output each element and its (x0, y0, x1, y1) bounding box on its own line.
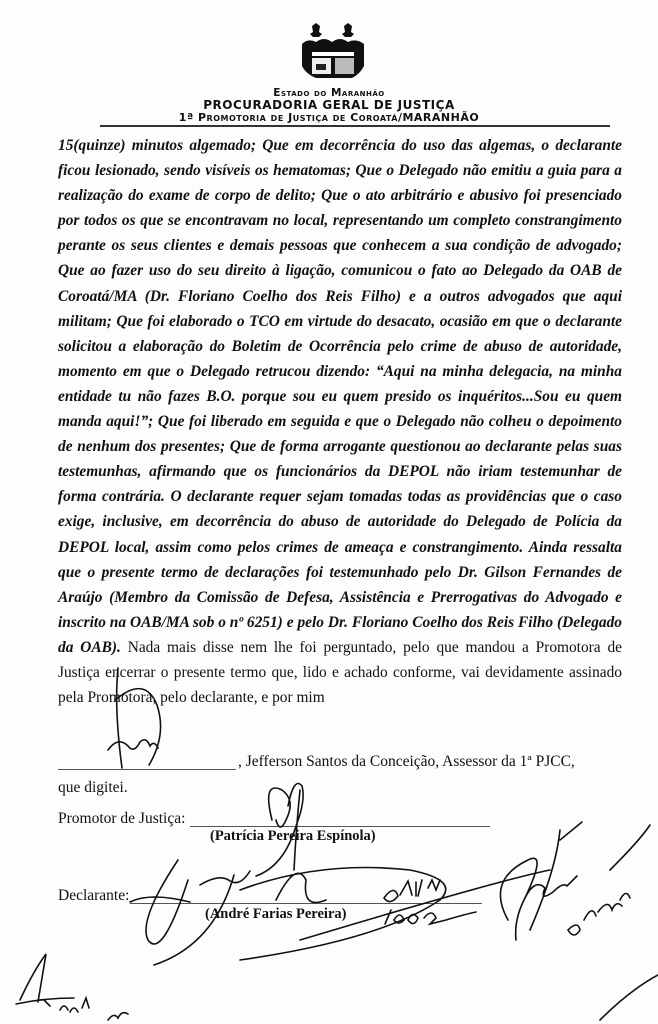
typist-line-text: , Jefferson Santos da Conceição, Assessor da 1ª PJCC, (238, 753, 575, 770)
header-divider (100, 125, 610, 127)
closing-text: Nada mais disse nem lhe foi perguntado, pelo que mandou a Promotora de Justiça encerrar o presente termo que, lido e achado conforme, vai devidamente assinado pela Promotora, pelo declarante, e por mim (58, 638, 622, 707)
prosecutor-signature-line (190, 826, 490, 827)
declarant-label: Declarante: (58, 887, 130, 904)
typist-signature-line (58, 769, 236, 770)
declarant-signature-line (130, 903, 482, 904)
header-office: PROCURADORIA GERAL DE JUSTIÇA (203, 98, 455, 112)
header-unit: 1ª Promotoria de Justiça de Coroatá/MARANHÃO (178, 111, 480, 124)
prosecutor-label: Promotor de Justiça: (58, 810, 186, 827)
typist-end-text: que digitei. (58, 779, 128, 796)
declarant-name: (André Farias Pereira) (205, 906, 347, 922)
declaration-body (58, 133, 622, 710)
header-state: Estado do Maranhão (273, 87, 385, 99)
state-coat-of-arms-icon (298, 22, 368, 84)
declaration-italic-text: 15(quinze) minutos algemado; Que em decorrência do uso das algemas, o declarante ficou lesionado, sendo visíveis os hematomas; Que o Delegado não emitiu a guia para a realização do exame de corpo de delito; Que o ato arbitrário e abusivo foi presenciado por todos os que se encontravam no local, representando um completo constrangimento perante os seus clientes e demais pessoas que conhecem a sua condição de advogado; Que ao fazer uso do seu direito à ligação, comunicou o fato ao Delegado da OAB de Coroatá/MA (Dr. Floriano Coelho dos Reis Filho) e a outros advogados que aqui militam; Que foi elaborado o TCO em virtude do desacato, ocasião em que o declarante solicitou a elaboração do Boletim de Ocorrência pelo crime de abuso de autoridade, momento em que o Delegado retrucou dizendo: “Aqui na minha delegacia, na minha entidade tu não fazes B.O. porque sou eu quem presido os inquéritos...Sou eu quem manda aqui!”; Que foi liberado em seguida e que o Delegado não colheu o depoimento de nenhum dos presentes; Que de forma arrogante questionou ao declarante pelas suas testemunhas, afirmando que os funcionários da DEPOL não iriam testemunhar de forma contrária. O declarante requer sejam tomadas todas as providências que o caso exige, inclusive, em decorrência do abuso de autoridade do Delegado de Polícia da DEPOL local, assim como pelos crimes de ameaça e constrangimento. Ainda ressalta que o presente termo de declarações foi testemunhado pelo Dr. Gilson Fernandes de Araújo (Membro da Comissão de Defesa, Assistência e Prerrogativas do Advogado e inscrito na OAB/MA sob o nº 6251) e pelo Dr. Floriano Coelho dos Reis Filho (Delegado da OAB). (58, 137, 622, 656)
prosecutor-name: (Patrícia Pereira Espínola) (210, 828, 376, 844)
